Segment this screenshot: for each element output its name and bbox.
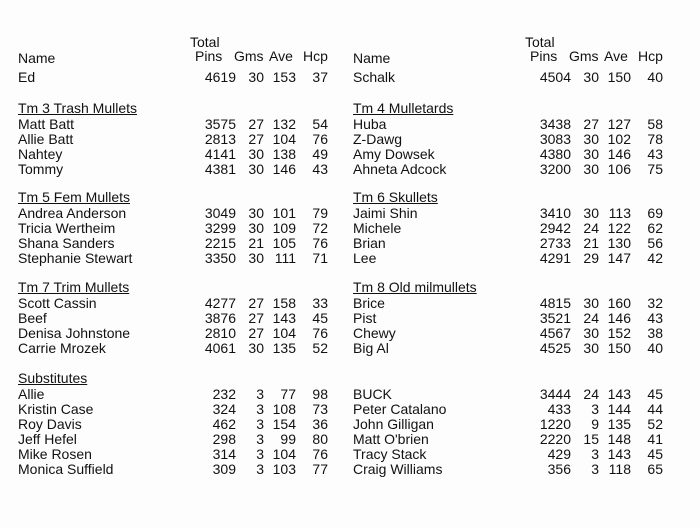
cell-name: Jeff Hefel	[18, 431, 77, 447]
cell-ave: 150	[607, 340, 631, 356]
cell-name: Mike Rosen	[18, 446, 92, 462]
cell-pins: 2220	[539, 431, 571, 447]
cell-name: Roy Davis	[18, 416, 82, 432]
cell-ave: 108	[272, 401, 296, 417]
cell-pins: 429	[547, 446, 571, 462]
cell-pins: 4567	[539, 325, 571, 341]
cell-ave: 101	[272, 205, 296, 221]
cell-pins: 462	[212, 416, 236, 432]
cell-name: Pist	[353, 310, 377, 326]
header-pins: Pins	[195, 48, 223, 64]
section-title: Tm 4 Mulletards	[353, 100, 454, 116]
cell-gms: 30	[583, 161, 599, 177]
cell-gms: 27	[248, 116, 264, 132]
cell-gms: 30	[248, 205, 264, 221]
cell-gms: 30	[583, 325, 599, 341]
cell-hcp: 56	[647, 235, 663, 251]
table-row	[18, 220, 358, 236]
cell-name: Kristin Case	[18, 401, 94, 417]
cell-name: Ahneta Adcock	[353, 161, 447, 177]
cell-gms: 30	[583, 205, 599, 221]
cell-name: Z-Dawg	[353, 131, 403, 147]
cell-hcp: 33	[312, 295, 328, 311]
cell-ave: 127	[607, 116, 631, 132]
cell-pins: 4525	[539, 340, 571, 356]
cell-hcp: 43	[312, 161, 328, 177]
header-gms: Gms	[234, 48, 264, 64]
cell-name: Allie	[18, 386, 45, 402]
header-ave: Ave	[604, 48, 628, 64]
table-row	[353, 431, 693, 447]
cell-gms: 30	[248, 250, 264, 266]
cell-pins: 2215	[204, 235, 236, 251]
cell-name: Beef	[18, 310, 47, 326]
column-header	[18, 32, 358, 66]
cell-hcp: 40	[647, 69, 663, 85]
cell-hcp: 69	[647, 205, 663, 221]
cell-name: Jaimi Shin	[353, 205, 418, 221]
header-total: Total	[525, 34, 555, 50]
cell-name: Monica Suffield	[18, 461, 114, 477]
cell-ave: 150	[607, 69, 631, 85]
cell-gms: 3	[591, 401, 599, 417]
cell-pins: 356	[547, 461, 571, 477]
cell-gms: 27	[583, 116, 599, 132]
cell-gms: 21	[248, 235, 264, 251]
cell-ave: 132	[272, 116, 296, 132]
header-hcp: Hcp	[638, 48, 663, 64]
cell-gms: 30	[583, 146, 599, 162]
cell-name: Chewy	[353, 325, 396, 341]
cell-ave: 111	[274, 250, 296, 266]
table-row	[18, 431, 358, 447]
cell-gms: 3	[256, 446, 264, 462]
table-row	[353, 401, 693, 417]
table-row	[18, 386, 358, 402]
cell-pins: 3521	[539, 310, 571, 326]
table-row	[353, 116, 693, 132]
cell-gms: 9	[591, 416, 599, 432]
cell-hcp: 49	[312, 146, 328, 162]
cell-name: Huba	[353, 116, 387, 132]
cell-ave: 143	[607, 386, 631, 402]
cell-pins: 1220	[539, 416, 571, 432]
cell-hcp: 98	[312, 386, 328, 402]
cell-gms: 24	[583, 220, 599, 236]
cell-pins: 4815	[539, 295, 571, 311]
cell-hcp: 43	[647, 310, 663, 326]
cell-pins: 3350	[204, 250, 236, 266]
cell-ave: 99	[280, 431, 296, 447]
cell-hcp: 78	[647, 131, 663, 147]
cell-hcp: 38	[647, 325, 663, 341]
cell-name: Tricia Wertheim	[18, 220, 116, 236]
cell-ave: 130	[607, 235, 631, 251]
cell-hcp: 71	[312, 250, 328, 266]
column-header	[353, 32, 693, 66]
cell-gms: 3	[256, 431, 264, 447]
cell-name: Craig Williams	[353, 461, 443, 477]
table-row	[18, 325, 358, 341]
cell-ave: 143	[272, 310, 296, 326]
cell-hcp: 79	[312, 205, 328, 221]
cell-gms: 30	[583, 131, 599, 147]
cell-hcp: 44	[647, 401, 663, 417]
cell-pins: 4619	[204, 69, 236, 85]
cell-gms: 30	[583, 295, 599, 311]
cell-name: Stephanie Stewart	[18, 250, 133, 266]
cell-gms: 30	[248, 340, 264, 356]
cell-pins: 2810	[204, 325, 236, 341]
header-gms: Gms	[569, 48, 599, 64]
table-row	[353, 416, 693, 432]
cell-pins: 309	[212, 461, 236, 477]
cell-pins: 4061	[204, 340, 236, 356]
cell-hcp: 76	[312, 131, 328, 147]
cell-gms: 30	[583, 69, 599, 85]
cell-hcp: 36	[312, 416, 328, 432]
cell-ave: 135	[607, 416, 631, 432]
section-title: Tm 7 Trim Mullets	[18, 279, 130, 295]
cell-hcp: 62	[647, 220, 663, 236]
cell-hcp: 58	[647, 116, 663, 132]
cell-hcp: 37	[312, 69, 328, 85]
cell-pins: 324	[212, 401, 236, 417]
cell-pins: 232	[212, 386, 236, 402]
cell-pins: 4277	[204, 295, 236, 311]
table-row	[353, 205, 693, 221]
table-row	[353, 295, 693, 311]
cell-name: Amy Dowsek	[353, 146, 435, 162]
cell-gms: 24	[583, 310, 599, 326]
cell-hcp: 52	[312, 340, 328, 356]
table-row	[353, 310, 693, 326]
cell-gms: 21	[583, 235, 599, 251]
cell-ave: 118	[608, 461, 631, 477]
table-row	[18, 461, 358, 477]
cell-pins: 4504	[539, 69, 571, 85]
cell-ave: 77	[280, 386, 296, 402]
table-row	[18, 295, 358, 311]
cell-gms: 3	[256, 416, 264, 432]
cell-ave: 143	[607, 446, 631, 462]
cell-ave: 135	[272, 340, 296, 356]
cell-hcp: 76	[312, 325, 328, 341]
cell-gms: 3	[591, 461, 599, 477]
cell-gms: 30	[248, 69, 264, 85]
cell-gms: 27	[248, 131, 264, 147]
cell-pins: 4291	[539, 250, 571, 266]
table-row	[353, 250, 693, 266]
section-title: Tm 6 Skullets	[353, 189, 438, 205]
section-title: Tm 3 Trash Mullets	[18, 100, 138, 116]
cell-pins: 3438	[539, 116, 571, 132]
table-row	[353, 461, 693, 477]
cell-ave: 146	[607, 146, 631, 162]
cell-ave: 122	[607, 220, 631, 236]
cell-gms: 27	[248, 325, 264, 341]
cell-name: Nahtey	[18, 146, 63, 162]
table-row	[18, 161, 358, 177]
cell-name: Big Al	[353, 340, 389, 356]
table-row	[353, 386, 693, 402]
cell-ave: 160	[607, 295, 631, 311]
cell-pins: 3049	[204, 205, 236, 221]
cell-name: Brice	[353, 295, 385, 311]
table-row	[18, 146, 358, 162]
cell-pins: 3200	[539, 161, 571, 177]
cell-hcp: 77	[312, 461, 328, 477]
section-title: Substitutes	[18, 370, 88, 386]
cell-hcp: 73	[312, 401, 328, 417]
table-row	[18, 235, 358, 251]
cell-name: Michele	[353, 220, 402, 236]
cell-pins: 2813	[204, 131, 236, 147]
cell-name: Peter Catalano	[353, 401, 447, 417]
top-row	[18, 69, 358, 85]
cell-name: Scott Cassin	[18, 295, 97, 311]
table-row	[18, 416, 358, 432]
header-pins: Pins	[530, 48, 558, 64]
cell-name: Schalk	[353, 69, 396, 85]
table-row	[18, 446, 358, 462]
cell-ave: 146	[607, 310, 631, 326]
cell-ave: 147	[607, 250, 631, 266]
cell-pins: 2733	[539, 235, 571, 251]
cell-hcp: 52	[647, 416, 663, 432]
header-total: Total	[190, 34, 220, 50]
cell-gms: 3	[256, 401, 264, 417]
cell-hcp: 45	[647, 446, 663, 462]
section-title: Tm 5 Fem Mullets	[18, 189, 131, 205]
cell-hcp: 54	[312, 116, 328, 132]
table-row	[353, 131, 693, 147]
cell-gms: 27	[248, 295, 264, 311]
cell-ave: 138	[272, 146, 296, 162]
cell-gms: 24	[583, 386, 599, 402]
cell-name: Shana Sanders	[18, 235, 115, 251]
table-row	[18, 310, 358, 326]
cell-hcp: 65	[647, 461, 663, 477]
table-row	[18, 205, 358, 221]
header-name: Name	[353, 50, 391, 66]
cell-name: Denisa Johnstone	[18, 325, 131, 341]
cell-name: Ed	[18, 69, 36, 85]
cell-name: Brian	[353, 235, 386, 251]
cell-pins: 433	[547, 401, 571, 417]
top-row	[353, 69, 693, 85]
cell-gms: 15	[583, 431, 599, 447]
cell-hcp: 45	[312, 310, 328, 326]
cell-ave: 102	[607, 131, 631, 147]
cell-pins: 3444	[539, 386, 571, 402]
cell-gms: 30	[248, 161, 264, 177]
cell-ave: 146	[272, 161, 296, 177]
cell-name: Andrea Anderson	[18, 205, 127, 221]
table-row	[353, 235, 693, 251]
cell-name: Tracy Stack	[353, 446, 427, 462]
cell-name: Tommy	[18, 161, 64, 177]
cell-hcp: 43	[647, 146, 663, 162]
cell-pins: 298	[212, 431, 236, 447]
cell-pins: 314	[212, 446, 236, 462]
cell-ave: 106	[607, 161, 631, 177]
cell-name: Carrie Mrozek	[18, 340, 106, 356]
cell-ave: 144	[607, 401, 631, 417]
table-row	[353, 340, 693, 356]
cell-ave: 104	[272, 446, 296, 462]
cell-ave: 104	[272, 325, 296, 341]
cell-name: Lee	[353, 250, 377, 266]
cell-ave: 154	[272, 416, 296, 432]
header-name: Name	[18, 50, 56, 66]
cell-ave: 113	[608, 205, 631, 221]
section-title: Tm 8 Old milmullets	[353, 279, 477, 295]
header-ave: Ave	[269, 48, 293, 64]
cell-gms: 30	[248, 146, 264, 162]
cell-hcp: 32	[647, 295, 663, 311]
cell-hcp: 76	[312, 235, 328, 251]
header-hcp: Hcp	[303, 48, 328, 64]
cell-pins: 3575	[204, 116, 236, 132]
cell-pins: 4141	[204, 146, 236, 162]
cell-name: Matt O'brien	[353, 431, 429, 447]
table-row	[18, 401, 358, 417]
cell-pins: 3299	[204, 220, 236, 236]
cell-hcp: 80	[312, 431, 328, 447]
cell-name: BUCK	[353, 386, 392, 402]
cell-ave: 152	[607, 325, 631, 341]
cell-ave: 109	[272, 220, 296, 236]
cell-pins: 4381	[204, 161, 236, 177]
table-row	[18, 340, 358, 356]
cell-gms: 30	[248, 220, 264, 236]
cell-pins: 3410	[539, 205, 571, 221]
cell-hcp: 72	[312, 220, 328, 236]
cell-gms: 29	[583, 250, 599, 266]
cell-name: John Gilligan	[353, 416, 434, 432]
table-row	[353, 325, 693, 341]
cell-gms: 3	[256, 386, 264, 402]
cell-pins: 4380	[539, 146, 571, 162]
table-row	[353, 220, 693, 236]
cell-hcp: 41	[647, 431, 663, 447]
cell-ave: 104	[272, 131, 296, 147]
cell-hcp: 75	[647, 161, 663, 177]
cell-ave: 158	[272, 295, 296, 311]
cell-pins: 3876	[204, 310, 236, 326]
cell-ave: 103	[272, 461, 296, 477]
cell-hcp: 76	[312, 446, 328, 462]
cell-pins: 2942	[539, 220, 571, 236]
cell-ave: 105	[272, 235, 296, 251]
table-row	[18, 131, 358, 147]
table-row	[18, 116, 358, 132]
cell-ave: 148	[607, 431, 631, 447]
table-row	[18, 250, 358, 266]
cell-hcp: 42	[647, 250, 663, 266]
cell-gms: 3	[256, 461, 264, 477]
cell-ave: 153	[272, 69, 296, 85]
table-row	[353, 446, 693, 462]
cell-gms: 27	[248, 310, 264, 326]
cell-gms: 3	[591, 446, 599, 462]
table-row	[353, 161, 693, 177]
table-row	[353, 146, 693, 162]
cell-name: Matt Batt	[18, 116, 75, 132]
cell-hcp: 45	[647, 386, 663, 402]
cell-name: Allie Batt	[18, 131, 74, 147]
cell-hcp: 40	[647, 340, 663, 356]
cell-pins: 3083	[539, 131, 571, 147]
cell-gms: 30	[583, 340, 599, 356]
